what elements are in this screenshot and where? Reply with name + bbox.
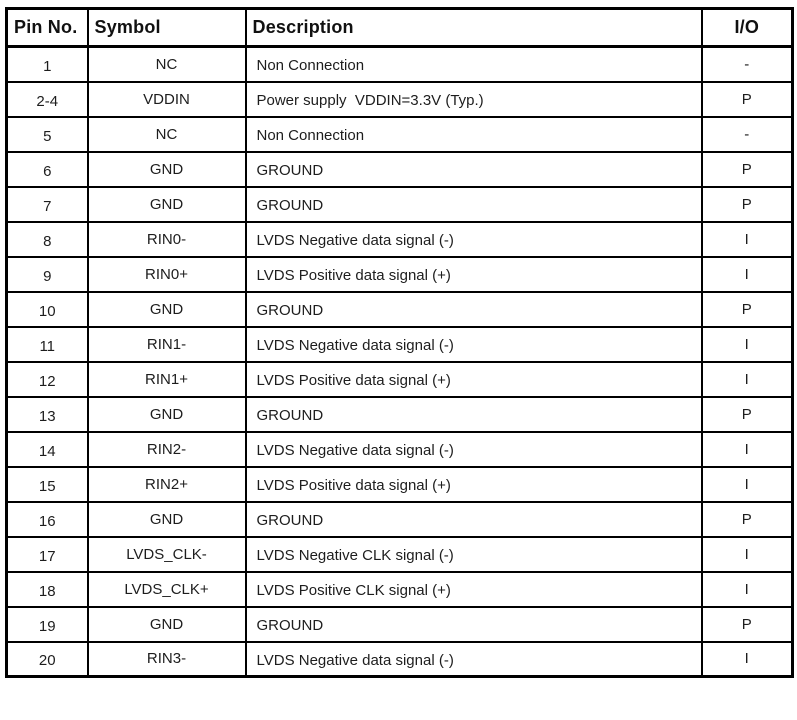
pin-cell: 10 xyxy=(7,292,88,327)
symbol-cell: RIN1+ xyxy=(88,362,246,397)
pin-cell: 7 xyxy=(7,187,88,222)
io-cell: - xyxy=(702,47,793,82)
description-cell: LVDS Positive data signal (+) xyxy=(246,257,702,292)
description-cell: LVDS Negative data signal (-) xyxy=(246,642,702,677)
description-cell: GROUND xyxy=(246,397,702,432)
symbol-cell: GND xyxy=(88,502,246,537)
header-io: I/O xyxy=(702,9,793,47)
table-row xyxy=(7,502,793,537)
io-cell: P xyxy=(702,82,793,117)
io-cell: P xyxy=(702,152,793,187)
table-body xyxy=(7,47,793,677)
pin-cell: 2-4 xyxy=(7,82,88,117)
io-cell: I xyxy=(702,257,793,292)
table-row xyxy=(7,467,793,502)
header-symbol: Symbol xyxy=(88,9,246,47)
io-cell: - xyxy=(702,117,793,152)
description-cell: Power supply VDDIN=3.3V (Typ.) xyxy=(246,82,702,117)
table-row xyxy=(7,222,793,257)
symbol-cell: RIN2+ xyxy=(88,467,246,502)
table-row xyxy=(7,397,793,432)
pin-cell: 12 xyxy=(7,362,88,397)
description-cell: GROUND xyxy=(246,152,702,187)
table-row xyxy=(7,607,793,642)
pin-cell: 20 xyxy=(7,642,88,677)
io-cell: P xyxy=(702,292,793,327)
table-row xyxy=(7,362,793,397)
io-cell: P xyxy=(702,187,793,222)
io-cell: I xyxy=(702,572,793,607)
io-cell: P xyxy=(702,397,793,432)
io-cell: I xyxy=(702,362,793,397)
symbol-cell: VDDIN xyxy=(88,82,246,117)
pin-cell: 18 xyxy=(7,572,88,607)
symbol-cell: GND xyxy=(88,607,246,642)
description-cell: LVDS Positive data signal (+) xyxy=(246,467,702,502)
description-cell: GROUND xyxy=(246,292,702,327)
symbol-cell: RIN2- xyxy=(88,432,246,467)
description-cell: LVDS Positive CLK signal (+) xyxy=(246,572,702,607)
pin-cell: 13 xyxy=(7,397,88,432)
pin-cell: 19 xyxy=(7,607,88,642)
table-row xyxy=(7,642,793,677)
description-cell: GROUND xyxy=(246,607,702,642)
symbol-cell: GND xyxy=(88,397,246,432)
pin-cell: 11 xyxy=(7,327,88,362)
table-header xyxy=(7,9,793,47)
symbol-cell: LVDS_CLK- xyxy=(88,537,246,572)
table-row xyxy=(7,537,793,572)
io-cell: P xyxy=(702,502,793,537)
table-row xyxy=(7,432,793,467)
description-cell: Non Connection xyxy=(246,47,702,82)
description-cell: GROUND xyxy=(246,187,702,222)
table-row xyxy=(7,152,793,187)
pin-cell: 9 xyxy=(7,257,88,292)
table-row xyxy=(7,327,793,362)
header-description: Description xyxy=(246,9,702,47)
symbol-cell: NC xyxy=(88,47,246,82)
pin-assignment-table xyxy=(5,7,794,678)
symbol-cell: GND xyxy=(88,152,246,187)
io-cell: I xyxy=(702,537,793,572)
symbol-cell: GND xyxy=(88,292,246,327)
symbol-cell: NC xyxy=(88,117,246,152)
description-cell: LVDS Negative CLK signal (-) xyxy=(246,537,702,572)
pin-cell: 6 xyxy=(7,152,88,187)
table-row xyxy=(7,257,793,292)
pin-cell: 14 xyxy=(7,432,88,467)
pin-cell: 16 xyxy=(7,502,88,537)
symbol-cell: GND xyxy=(88,187,246,222)
symbol-cell: RIN1- xyxy=(88,327,246,362)
io-cell: I xyxy=(702,222,793,257)
io-cell: P xyxy=(702,607,793,642)
symbol-cell: RIN3- xyxy=(88,642,246,677)
symbol-cell: RIN0- xyxy=(88,222,246,257)
table-row xyxy=(7,187,793,222)
symbol-cell: RIN0+ xyxy=(88,257,246,292)
symbol-cell: LVDS_CLK+ xyxy=(88,572,246,607)
description-cell: LVDS Negative data signal (-) xyxy=(246,432,702,467)
page xyxy=(0,7,797,720)
io-cell: I xyxy=(702,467,793,502)
table-row xyxy=(7,292,793,327)
description-cell: GROUND xyxy=(246,502,702,537)
io-cell: I xyxy=(702,642,793,677)
table-row xyxy=(7,47,793,82)
description-cell: LVDS Negative data signal (-) xyxy=(246,327,702,362)
table-row xyxy=(7,82,793,117)
io-cell: I xyxy=(702,327,793,362)
table-row xyxy=(7,117,793,152)
pin-cell: 15 xyxy=(7,467,88,502)
pin-cell: 8 xyxy=(7,222,88,257)
description-cell: Non Connection xyxy=(246,117,702,152)
io-cell: I xyxy=(702,432,793,467)
table-row xyxy=(7,572,793,607)
description-cell: LVDS Positive data signal (+) xyxy=(246,362,702,397)
header-row xyxy=(7,9,793,47)
pin-cell: 17 xyxy=(7,537,88,572)
header-pin-no: Pin No. xyxy=(7,9,88,47)
pin-cell: 5 xyxy=(7,117,88,152)
description-cell: LVDS Negative data signal (-) xyxy=(246,222,702,257)
pin-cell: 1 xyxy=(7,47,88,82)
